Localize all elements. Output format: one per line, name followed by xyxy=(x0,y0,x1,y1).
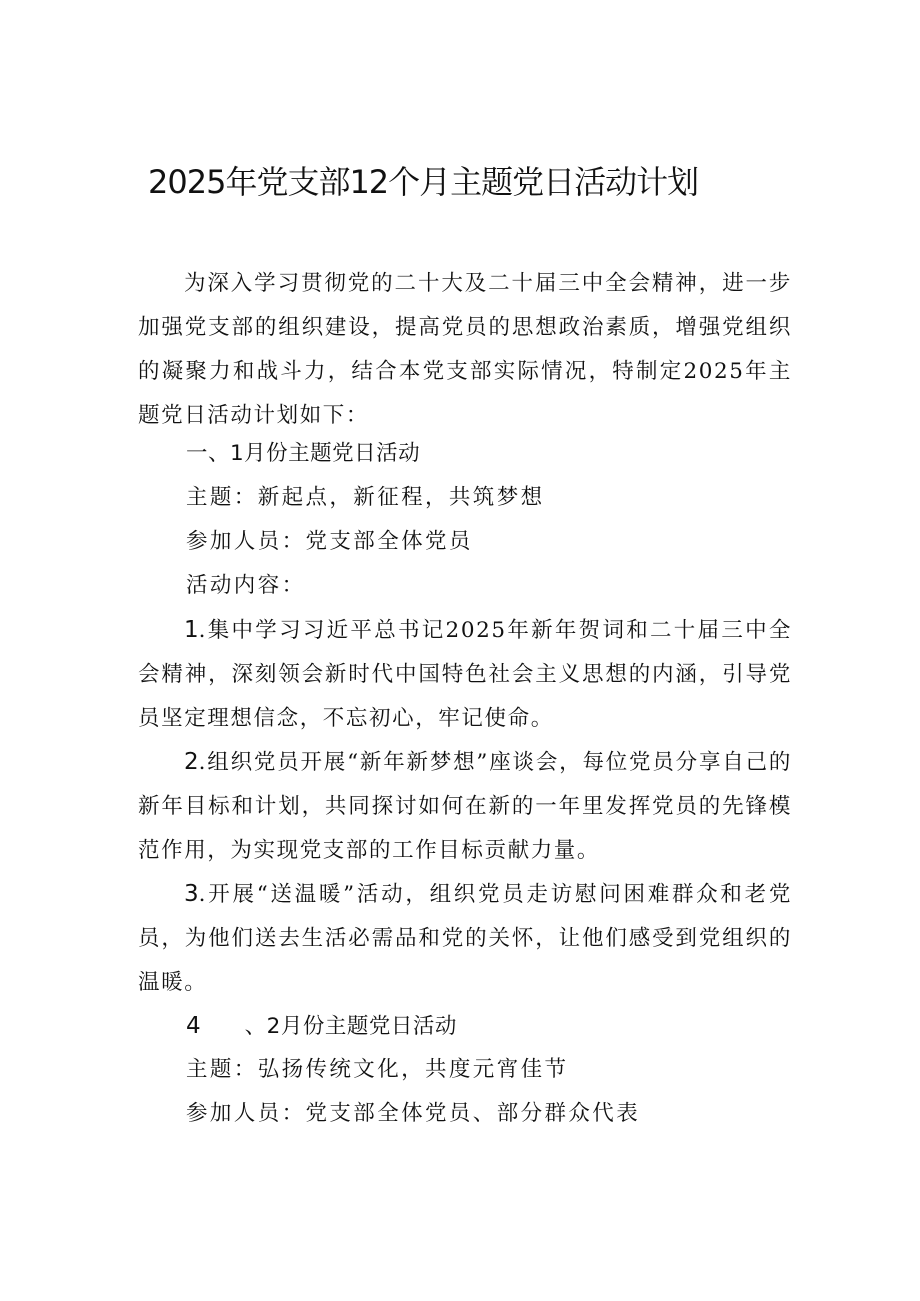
item-text: .集中学习习近平总书记2025年新年贺词和二十届三中全会精神，深刻领会新时代中国特色社会主义思想的内涵，引导党员坚定理想信念，不忘初心，牢记使命。 xyxy=(138,618,792,731)
heading-text: 、2月份主题党日活动 xyxy=(244,1014,457,1039)
month2-heading xyxy=(186,1004,457,1049)
item-number: 3 xyxy=(184,881,199,907)
heading-number: 4 xyxy=(186,1013,201,1039)
month1-item-2 xyxy=(138,740,792,873)
intro-paragraph: 为深入学习贯彻党的二十大及二十届三中全会精神，进一步加强党支部的组织建设，提高党员的思想政治素质，增强党组织的凝聚力和战斗力，结合本党支部实际情况，特制定2025年主题党日活动计划如下： xyxy=(138,271,792,428)
month2-participants: 参加人员：党支部全体党员、部分群众代表 xyxy=(186,1101,641,1126)
item-text: .开展“送温暖”活动，组织党员走访慰问困难群众和老党员，为他们送去生活必需品和党的关怀，让他们感受到党组织的温暖。 xyxy=(138,882,792,995)
month1-content-label: 活动内容： xyxy=(186,573,306,598)
document-title: 2025年党支部12个月主题党日活动计划 xyxy=(148,163,699,201)
month1-theme: 主题：新起点，新征程，共筑梦想 xyxy=(186,485,545,510)
month1-participants: 参加人员：党支部全体党员 xyxy=(186,529,473,554)
item-number: 2 xyxy=(184,749,199,775)
month1-heading: 一、1月份主题党日活动 xyxy=(186,441,421,466)
item-number: 1 xyxy=(184,617,199,643)
month1-item-3 xyxy=(138,872,792,1005)
month2-theme: 主题：弘扬传统文化，共度元宵佳节 xyxy=(186,1057,569,1082)
item-text: .组织党员开展“新年新梦想”座谈会，每位党员分享自己的新年目标和计划，共同探讨如何在新的一年里发挥党员的先锋模范作用，为实现党支部的工作目标贡献力量。 xyxy=(138,750,792,863)
month1-item-1 xyxy=(138,608,792,741)
